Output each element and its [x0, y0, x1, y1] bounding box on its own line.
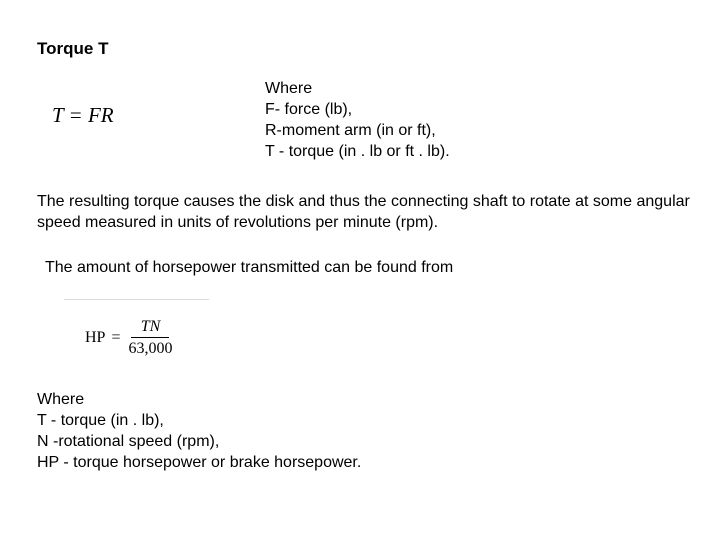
definition-line: R-moment arm (in or ft),: [265, 122, 436, 139]
fraction-bar: [131, 337, 169, 338]
torque-formula: T = FR: [52, 103, 114, 127]
formula-fraction: [128, 318, 172, 358]
slide-title: Torque T: [37, 39, 109, 58]
definition-line: HP - torque horsepower or brake horsepower.: [37, 454, 362, 471]
divider: [64, 299, 209, 300]
horsepower-formula: [85, 318, 172, 358]
definition-line: T - torque (in . lb or ft . lb).: [265, 143, 450, 160]
definition-line: N -rotational speed (rpm),: [37, 433, 220, 450]
formula-lhs: HP: [85, 329, 106, 346]
definition-line: F- force (lb),: [265, 101, 353, 118]
definition-line: T - torque (in . lb),: [37, 412, 164, 429]
torque-definitions: [265, 78, 450, 162]
fraction-numerator: TN: [140, 318, 161, 335]
horsepower-intro: The amount of horsepower transmitted can be found from: [45, 259, 454, 276]
where-label: Where: [37, 391, 85, 408]
torque-explanation-paragraph: The resulting torque causes the disk and thus the connecting shaft to rotate at some angular speed measured in units of revolutions per minute (rpm).: [37, 193, 690, 231]
formula-equals: =: [111, 329, 121, 346]
horsepower-definitions: [37, 389, 361, 473]
where-label: Where: [265, 80, 313, 97]
fraction-denominator: 63,000: [128, 340, 173, 357]
